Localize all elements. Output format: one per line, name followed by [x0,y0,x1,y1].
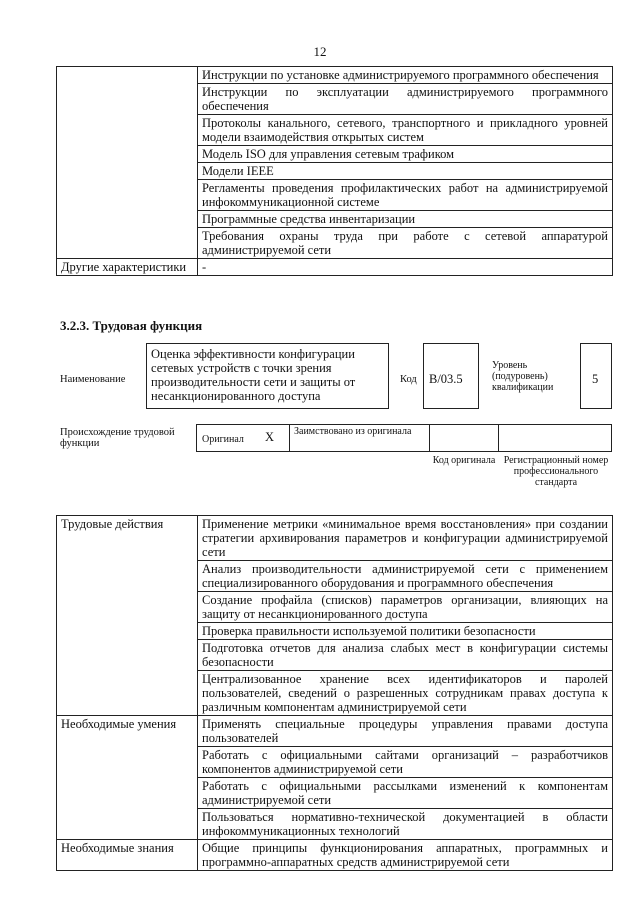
section-label: Необходимые умения [57,716,198,840]
table-row [57,259,613,276]
level-label: Уровень (подуровень) квалификации [492,360,554,393]
knowledge-item: Инструкции по установке администрируемого программного обеспечения [198,67,613,84]
section-item: Работать с официальными рассылками изменений к компонентам администрируемой сети [198,778,613,809]
knowledge-item: Требования охраны труда при работе с сетевой аппаратурой администрируемой сети [198,228,613,259]
section-item: Пользоваться нормативно-технической документацией в области инфокоммуникационных технологий [198,809,613,840]
knowledge-item: Модели IEEE [198,163,613,180]
origin-divider-2 [429,424,430,452]
labour-function-table [56,515,613,871]
section-item: Применять специальные процедуры управления правами доступа пользователей [198,716,613,747]
section-label: Трудовые действия [57,516,198,716]
section-item: Анализ производительности администрируемой сети с применением специализированного оборудования и программного обеспечения [198,561,613,592]
original-label: Оригинал [202,434,244,445]
origin-divider-1 [289,424,290,452]
original-mark: X [265,430,275,444]
section-item: Общие принципы функционирования аппаратных, программных и программно-аппаратных средств администрируемой сети [198,840,613,871]
table-row [57,516,613,561]
knowledge-item: Инструкции по эксплуатации администрируемого программного обеспечения [198,84,613,115]
table-row [57,840,613,871]
knowledge-item: Программные средства инвентаризации [198,211,613,228]
section-item: Применение метрики «минимальное время восстановления» при создании стратегии архивирования параметров и конфигурации администрируемой сети [198,516,613,561]
code-label: Код [400,374,417,385]
knowledge-table-continued [56,66,613,276]
section-item: Работать с официальными сайтами организаций – разработчиков компонентов администрируемой сети [198,747,613,778]
section-title: 3.2.3. Трудовая функция [60,318,203,333]
level-value: 5 [592,372,599,386]
code-value: B/03.5 [429,372,463,386]
registration-caption: Регистрационный номер профессионального стандарта [503,455,609,488]
origin-divider-3 [498,424,499,452]
knowledge-item: Регламенты проведения профилактических работ на администрируемой инфокоммуникационной системе [198,180,613,211]
empty-label-cell [57,67,198,259]
name-label: Наименование [60,374,126,385]
code-original-caption: Код оригинала [432,455,496,466]
section-item: Подготовка отчетов для анализа слабых мест в конфигурации системы безопасности [198,640,613,671]
knowledge-item: Протоколы канального, сетевого, транспортного и прикладного уровней модели взаимодействия открытых систем [198,115,613,146]
table-row [57,716,613,747]
section-label: Необходимые знания [57,840,198,871]
section-item: Проверка правильности используемой политики безопасности [198,623,613,640]
origin-label: Происхождение трудовой функции [60,427,175,449]
other-characteristics-value: - [198,259,613,276]
knowledge-item: Модель ISO для управления сетевым трафиком [198,146,613,163]
table-row [57,67,613,84]
section-item: Создание профайла (списков) параметров организации, влияющих на защиту от несанкционированного доступа [198,592,613,623]
borrowed-label: Заимствовано из оригинала [294,426,412,437]
other-characteristics-label: Другие характеристики [57,259,198,276]
section-item: Централизованное хранение всех идентификаторов и паролей пользователей, сведений о разрешенных сотрудникам правах доступа к различным компонентам администрируемой сети [198,671,613,716]
page-number: 12 [313,44,327,59]
name-value: Оценка эффективности конфигурации сетевых устройств с точки зрения производительности сети и защиты от несанкционированного доступа [151,347,356,403]
